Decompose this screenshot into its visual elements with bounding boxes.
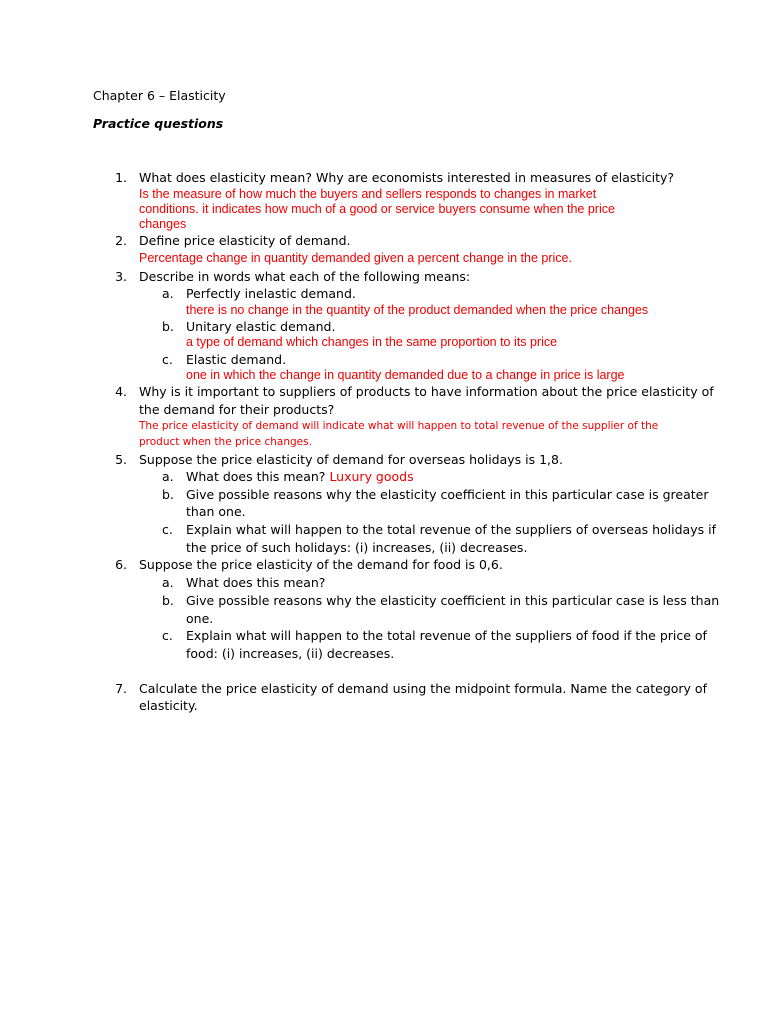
sub-question-text: What does this mean? [186, 575, 326, 590]
answer-line: conditions. it indicates how much of a good or service buyers consume when the price [139, 202, 615, 216]
sub-letter: c. [162, 628, 173, 643]
question-number: 2. [115, 233, 127, 248]
sub-question-text [186, 468, 414, 486]
question-text-line: Why is it important to suppliers of products to have information about the price elasticity of [139, 384, 714, 399]
question-text: Suppose the price elasticity of the demand for food is 0,6. [139, 557, 503, 572]
question-text: Describe in words what each of the following means: [139, 269, 471, 284]
answer-line: Is the measure of how much the buyers and sellers responds to changes in market [139, 187, 597, 201]
answer-line: product when the price changes. [139, 436, 312, 448]
question-number: 1. [115, 170, 127, 185]
answer-line: Percentage change in quantity demanded given a percent change in the price. [139, 251, 572, 265]
question-text-line: the demand for their products? [139, 402, 335, 417]
question-text: Suppose the price elasticity of demand for overseas holidays is 1,8. [139, 452, 563, 467]
sub-question-text-line: Explain what will happen to the total revenue of the suppliers of overseas holidays if [186, 522, 716, 537]
question-number: 4. [115, 384, 127, 399]
sub-letter: a. [162, 286, 174, 301]
question-text: Define price elasticity of demand. [139, 233, 351, 248]
sub-question-text-line: than one. [186, 504, 246, 519]
sub-letter: b. [162, 593, 174, 608]
sub-letter: c. [162, 522, 173, 537]
sub-letter: a. [162, 575, 174, 590]
chapter-title: Chapter 6 – Elasticity [93, 88, 226, 103]
sub-question-text-line: the price of such holidays: (i) increases, (ii) decreases. [186, 540, 528, 555]
sub-question-text-line: one. [186, 611, 214, 626]
question-number: 5. [115, 452, 127, 467]
question-number: 6. [115, 557, 127, 572]
section-subtitle: Practice questions [93, 116, 224, 131]
sub-question-text: Elastic demand. [186, 352, 287, 367]
sub-letter: b. [162, 319, 174, 334]
question-text-line: Calculate the price elasticity of demand using the midpoint formula. Name the category of [139, 681, 707, 696]
sub-question-text-line: Give possible reasons why the elasticity coefficient in this particular case is greater [186, 487, 709, 502]
sub-letter: c. [162, 352, 173, 367]
sub-question-prompt: What does this mean? [186, 469, 326, 484]
question-text-line: elasticity. [139, 698, 198, 713]
sub-question-text-line: food: (i) increases, (ii) decreases. [186, 646, 395, 661]
sub-question-text: Unitary elastic demand. [186, 319, 336, 334]
sub-letter: a. [162, 469, 174, 484]
question-text: What does elasticity mean? Why are economists interested in measures of elasticity? [139, 170, 675, 185]
answer-line: one in which the change in quantity demanded due to a change in price is large [186, 368, 625, 382]
answer-line: The price elasticity of demand will indicate what will happen to total revenue of the supplier of the [139, 420, 659, 432]
sub-question-text-line: Give possible reasons why the elasticity coefficient in this particular case is less than [186, 593, 720, 608]
answer-line: there is no change in the quantity of the product demanded when the price changes [186, 303, 649, 317]
sub-letter: b. [162, 487, 174, 502]
answer-line: changes [139, 217, 187, 231]
question-number: 3. [115, 269, 127, 284]
answer-line: a type of demand which changes in the same proportion to its price [186, 335, 558, 349]
question-number: 7. [115, 681, 127, 696]
sub-question-text: Perfectly inelastic demand. [186, 286, 356, 301]
sub-question-text-line: Explain what will happen to the total revenue of the suppliers of food if the price of [186, 628, 707, 643]
inline-answer: Luxury goods [329, 469, 414, 484]
